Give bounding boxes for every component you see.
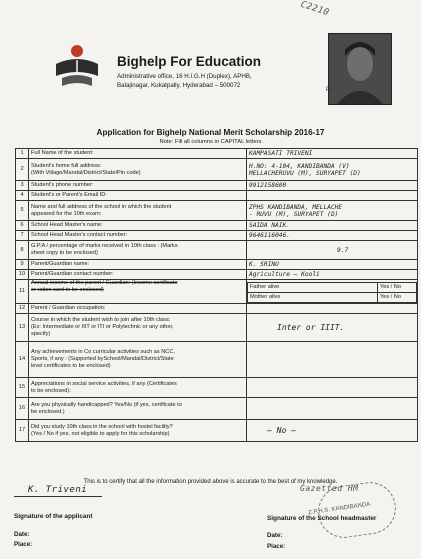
address-line-2: Balajinagar, Kukatpally, Hyderabad – 500072: [117, 82, 241, 89]
value-line: - RUVU (M), SURYAPET (D): [249, 210, 339, 218]
form-row: [16, 159, 418, 181]
label-line: Any achievements in Co curricular activities such as NCC,: [31, 349, 175, 355]
row-number: 12: [16, 304, 29, 314]
label-line: specify): [31, 331, 51, 337]
form-row: [16, 420, 418, 442]
row-label: [29, 378, 247, 398]
applicant-signature-label: Signature of the applicant: [14, 513, 93, 520]
row-value[interactable]: KAMPASATI TRIVENI: [247, 149, 418, 159]
row-label: Full Name of the student:: [29, 149, 247, 159]
label-line: Did you study 10th class in the school with hostel facility?: [31, 423, 173, 430]
label-line: (Yes / No if yes, not eligible to apply for this scholarship): [31, 430, 170, 437]
label-line: G.P.A / percentage of marks received in 10th class : (Marks: [31, 243, 178, 249]
row-number: 8: [16, 241, 29, 260]
row-value[interactable]: [247, 398, 418, 420]
form-note: Note: Fill all columns in CAPITAL letters: [159, 139, 262, 145]
row-value[interactable]: [247, 342, 418, 378]
signature-line: [14, 496, 102, 497]
father-alive-yesno[interactable]: Yes / No: [378, 283, 417, 293]
label-line: (Ex: Intermediate or IIIT or ITI or Polytechnic or any other,: [31, 324, 174, 330]
row-label: [29, 420, 247, 442]
student-photo: [328, 33, 392, 105]
address-line-1: Administrative office, 16 H.I.G.H (Duplex), APHB,: [117, 73, 252, 80]
form-row: [16, 191, 418, 201]
row-number: 17: [16, 420, 29, 442]
certification-statement: This is to certify that all the information provided above is accurate to the best of my knowledge.: [83, 479, 338, 485]
row-number: 2: [16, 159, 29, 181]
row-label: [29, 201, 247, 221]
row-number: 3: [16, 181, 29, 191]
father-alive-label: Father alive: [248, 283, 378, 293]
form-row: [16, 280, 418, 304]
row-number: 7: [16, 231, 29, 241]
form-row: [16, 378, 418, 398]
form-row: [16, 398, 418, 420]
row-value[interactable]: [247, 201, 418, 221]
form-row: [16, 304, 418, 314]
row-label: [29, 398, 247, 420]
label-line: appeared for the 10th exam:: [31, 210, 102, 217]
row-value[interactable]: [247, 191, 418, 201]
parent-alive-cell: [247, 280, 418, 304]
row-number: 15: [16, 378, 29, 398]
mother-alive-label: Mother alive: [248, 293, 378, 303]
application-form-table: [15, 148, 418, 442]
form-row: [16, 314, 418, 342]
row-label: Parent/Guardian name:: [29, 260, 247, 270]
form-row: [16, 270, 418, 280]
headmaster-date-label: Date:: [267, 532, 283, 539]
label-line: level certificates to be enclosed): [31, 363, 111, 369]
row-number: 9: [16, 260, 29, 270]
row-value[interactable]: SAIDA NAIK.: [247, 221, 418, 231]
row-value[interactable]: 9912158600: [247, 181, 418, 191]
row-label: Parent/Guardian contact number:: [29, 270, 247, 280]
row-number: 6: [16, 221, 29, 231]
form-row: [16, 149, 418, 159]
corner-note: C2210: [299, 0, 331, 19]
label-line: Name and full address of the school in which the student: [31, 203, 172, 210]
row-number: 5: [16, 201, 29, 221]
photo-label: Pl: [326, 87, 332, 93]
headmaster-signature: Gazetted HM: [300, 484, 359, 493]
label-line: sheet copy to be enclosed): [31, 250, 98, 256]
form-row: [16, 231, 418, 241]
stamp-text: Z.P.H.S. KANDIBANDA: [307, 501, 371, 517]
row-label: [29, 342, 247, 378]
row-label: [29, 314, 247, 342]
row-value[interactable]: [247, 159, 418, 181]
form-row: [16, 181, 418, 191]
headmaster-place-label: Place:: [267, 543, 286, 550]
label-line: Course in which the student wish to join after 10th class:: [31, 317, 171, 323]
value-line: ZPHS KANDIBANDA, MELLACHE: [249, 203, 343, 211]
label-line: Student's home full address:: [31, 162, 102, 169]
row-label: Student's phone number:: [29, 181, 247, 191]
value-line: MELLACHERUVU (M), SURYAPET (D): [249, 169, 361, 177]
row-number: 13: [16, 314, 29, 342]
label-line: Sports, if any : (Supported bySchool/Mandal/District/State: [31, 356, 174, 362]
row-value[interactable]: 9.7: [247, 241, 418, 260]
organization-address: [117, 72, 297, 90]
row-label: [29, 241, 247, 260]
parent-alive-table: [247, 282, 417, 303]
form-row: [16, 221, 418, 231]
row-value[interactable]: K. SRINU: [247, 260, 418, 270]
row-number: 11: [16, 280, 29, 304]
row-value[interactable]: [247, 304, 418, 314]
row-value[interactable]: 9646116046.: [247, 231, 418, 241]
applicant-signature: K. Triveni: [28, 485, 88, 495]
form-title: Application for Bighelp National Merit Scholarship 2016-17: [96, 128, 325, 137]
row-label: Parent / Guardian occupation:: [29, 304, 247, 314]
row-label: [29, 159, 247, 181]
label-line: (With Village/Mandal/District/State/Pin code): [31, 169, 141, 176]
label-line: be enclosed.): [31, 408, 65, 415]
applicant-place-label: Place:: [14, 541, 33, 548]
bighelp-logo-icon: [52, 42, 102, 94]
headmaster-signature-label: Signature of the School headmaster: [267, 515, 377, 522]
row-label: School Head Master's contact number:: [29, 231, 247, 241]
applicant-date-label: Date:: [14, 531, 30, 538]
organization-name: Bighelp For Education: [117, 54, 261, 69]
row-value[interactable]: Inter or IIIT.: [247, 314, 418, 342]
row-number: 4: [16, 191, 29, 201]
form-row: [16, 342, 418, 378]
form-row: [16, 201, 418, 221]
label-line: Are you physically handicapped? Yes/No (if yes, certificate to: [31, 401, 182, 408]
row-number: 1: [16, 149, 29, 159]
form-row: [16, 241, 418, 260]
mother-alive-yesno[interactable]: Yes / No: [378, 293, 417, 303]
row-label: School Head Master's name:: [29, 221, 247, 231]
label-line: Appreciations in social service activities, if any (Certificates: [31, 380, 177, 387]
label-line: to be enclosed):: [31, 387, 71, 394]
row-label: [29, 280, 247, 304]
row-value[interactable]: Agriculture – Kooli: [247, 270, 418, 280]
row-value[interactable]: – No –: [247, 420, 418, 442]
form-row: [16, 260, 418, 270]
row-number: 14: [16, 342, 29, 378]
value-line: H.NO: 4-104, KANDIBANDA (V): [249, 162, 350, 170]
label-line: or ration card to be enclosed): [31, 287, 104, 293]
label-line: Annual income of the parent / Guardian: (Income certificate: [31, 280, 178, 286]
row-label: Student's or Parent's Email ID:: [29, 191, 247, 201]
row-value[interactable]: [247, 378, 418, 398]
row-number: 16: [16, 398, 29, 420]
row-number: 10: [16, 270, 29, 280]
